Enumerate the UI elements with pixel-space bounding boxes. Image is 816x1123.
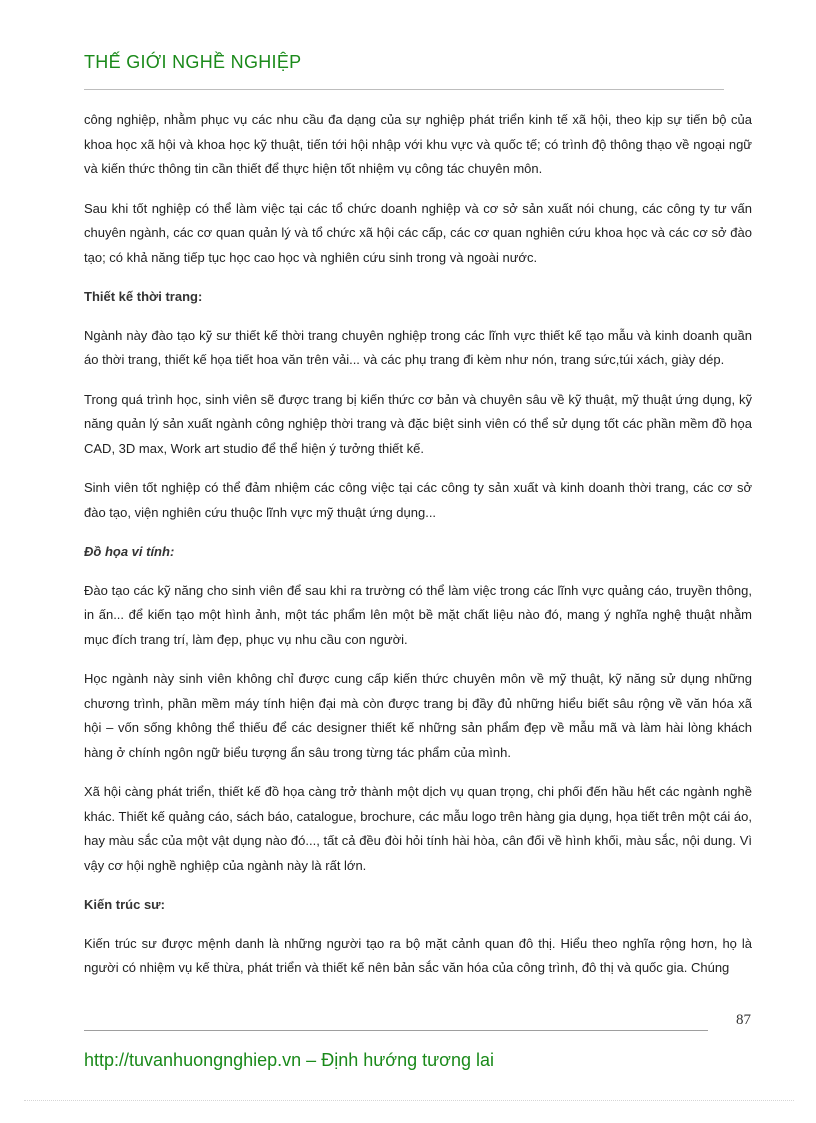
page-content: [84, 108, 752, 996]
header-title: THẾ GIỚI NGHỀ NGHIỆP: [84, 52, 302, 72]
footer-divider: [84, 1030, 708, 1031]
paragraph: Đào tạo các kỹ năng cho sinh viên để sau khi ra trường có thể làm việc trong các lĩnh vực quảng cáo, truyền thông, in ấn... để kiến tạo một hình ảnh, một tác phẩm lên một bề mặt chất liệu nào đó, mang ý nghĩa nghệ thuật nhằm mục đích trang trí, làm đẹp, phục vụ nhu cầu con người.: [84, 582, 752, 647]
paragraph: Sau khi tốt nghiệp có thể làm việc tại các tổ chức doanh nghiệp và cơ sở sản xuất nói chung, các công ty tư vấn chuyên ngành, các cơ quan quản lý và tổ chức xã hội các cấp, các cơ quan nghiên cứu khoa học và các cơ sở đào tạo; có khả năng tiếp tục học cao học và nghiên cứu sinh trong và ngoài nước.: [84, 200, 752, 265]
paragraph: Học ngành này sinh viên không chỉ được cung cấp kiến thức chuyên môn về mỹ thuật, kỹ năng sử dụng những chương trình, phần mềm máy tính hiện đại mà còn được trang bị đầy đủ những hiểu biết sâu rộng về văn hóa xã hội – vốn sống không thể thiếu để các designer thiết kế những sản phẩm đẹp về mẫu mã và làm hài lòng khách hàng ở chính ngôn ngữ biểu tượng ẩn sâu trong từng tác phẩm của mình.: [84, 671, 752, 760]
paragraph: Kiến trúc sư được mệnh danh là những người tạo ra bộ mặt cảnh quan đô thị. Hiểu theo nghĩa rộng hơn, họ là người có nhiệm vụ kế thừa, phát triển và thiết kế nên bản sắc văn hóa của công trình, đô thị và quốc gia. Chúng: [84, 935, 752, 975]
footer-website-link[interactable]: http://tuvanhuongnghiep.vn – Định hướng tương lai: [84, 1050, 494, 1070]
paragraph: Xã hội càng phát triển, thiết kế đồ họa càng trở thành một dịch vụ quan trọng, chi phối đến hầu hết các ngành nghề khác. Thiết kế quảng cáo, sách báo, catalogue, brochure, các mẫu logo trên hàng gia dụng, họa tiết trên một cái áo, hay màu sắc của một vật dụng nào đó..., tất cả đều đòi hỏi tính hài hòa, cân đối về hình khối, màu sắc, nội dung. Vì vậy cơ hội nghề nghiệp của ngành này là rất lớn.: [84, 784, 752, 873]
paragraph: công nghiệp, nhằm phục vụ các nhu cầu đa dạng của sự nghiệp phát triển kinh tế xã hội, theo kịp sự tiến bộ của khoa học xã hội và khoa học kỹ thuật, tiến tới hội nhập với khu vực và quốc tế; có trình độ thông thạo về ngoại ngữ và kiến thức thông tin cần thiết để thực hiện tốt nhiệm vụ công tác chuyên môn.: [84, 112, 752, 176]
paragraph: Sinh viên tốt nghiệp có thể đảm nhiệm các công việc tại các công ty sản xuất và kinh doanh thời trang, các cơ sở đào tạo, viện nghiên cứu thuộc lĩnh vực mỹ thuật ứng dụng...: [84, 480, 752, 520]
section-heading-fashion-design: Thiết kế thời trang:: [84, 289, 203, 304]
page-number: 87: [736, 1012, 751, 1028]
section-heading-computer-graphics: Đồ họa vi tính:: [84, 544, 175, 559]
header-divider: [84, 89, 724, 90]
section-heading-architect: Kiến trúc sư:: [84, 897, 165, 912]
paragraph: Ngành này đào tạo kỹ sư thiết kế thời trang chuyên nghiệp trong các lĩnh vực thiết kế tạo mẫu và kinh doanh quần áo thời trang, thiết kế họa tiết hoa văn trên vải... và các phụ trang đi kèm như nón, trang sức,túi xách, giày dép.: [84, 327, 752, 367]
paragraph: Trong quá trình học, sinh viên sẽ được trang bị kiến thức cơ bản và chuyên sâu về kỹ thuật, mỹ thuật ứng dụng, kỹ năng quản lý sản xuất ngành công nghiệp thời trang và đặc biệt sinh viên có thể sử dụng tốt các phần mềm đồ họa CAD, 3D max, Work art studio để thể hiện ý tưởng thiết kế.: [84, 391, 752, 456]
page-bottom-border: [24, 1100, 794, 1101]
